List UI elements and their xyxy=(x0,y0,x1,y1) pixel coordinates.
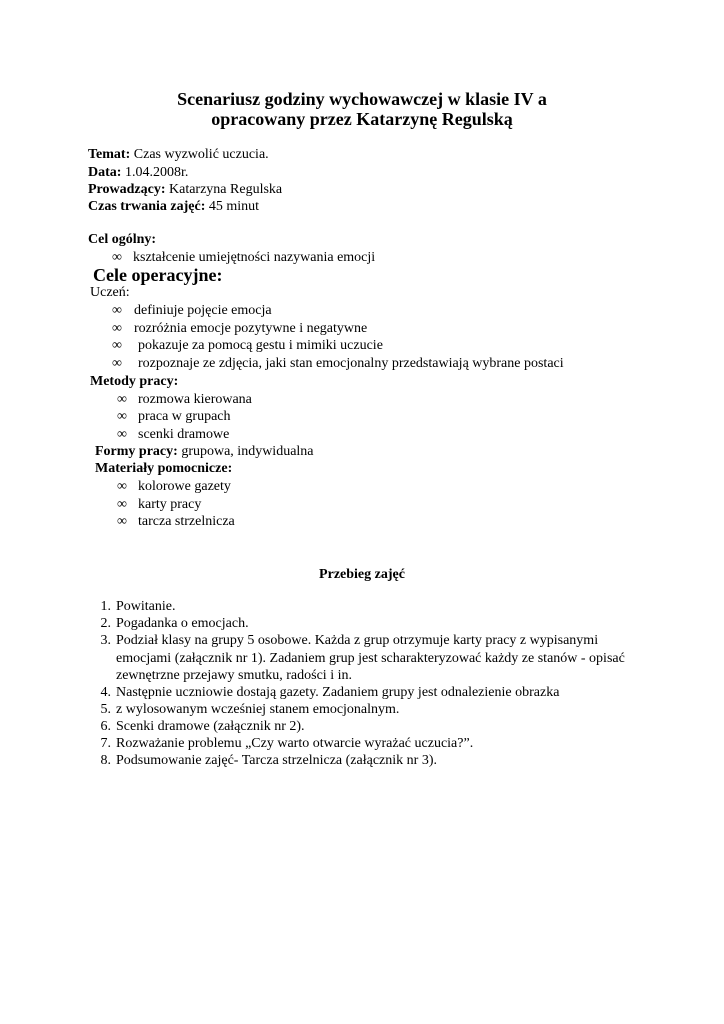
infinity-bullet-icon: ∞ xyxy=(117,479,127,494)
meta-czas xyxy=(88,198,259,216)
numbered-item xyxy=(0,684,724,702)
metody-heading xyxy=(90,373,178,391)
item-text: Podsumowanie zajęć- Tarcza strzelnicza (załącznik nr 3). xyxy=(116,753,437,768)
numbered-item xyxy=(0,701,724,719)
cele-operacyjne-subheading: Uczeń: xyxy=(90,285,130,300)
meta-label: Data: xyxy=(88,165,122,180)
numbered-item xyxy=(0,632,724,686)
item-text: z wylosowanym wcześniej stanem emocjonalnym. xyxy=(116,702,400,717)
item-number: 3. xyxy=(100,633,111,648)
document-title-line-2: opracowany przez Katarzynę Regulską xyxy=(211,109,513,129)
infinity-bullet-icon: ∞ xyxy=(117,427,127,442)
cel-ogolny-heading-text: Cel ogólny: xyxy=(88,232,157,247)
formy-pracy xyxy=(95,443,314,461)
list-item xyxy=(112,355,592,373)
list-item xyxy=(117,513,417,531)
meta-value: 45 minut xyxy=(205,199,260,214)
meta-label: Temat: xyxy=(88,147,131,162)
infinity-bullet-icon: ∞ xyxy=(117,392,127,407)
meta-value: 1.04.2008r. xyxy=(121,165,189,180)
list-item-text: praca w grupach xyxy=(138,409,231,424)
metody-heading-text: Metody pracy: xyxy=(90,374,179,389)
item-number: 2. xyxy=(100,616,111,631)
przebieg-heading xyxy=(0,566,724,584)
formy-label: Formy pracy: xyxy=(95,444,178,459)
document-title-line-1: Scenariusz godziny wychowawczej w klasie IV a xyxy=(177,89,547,109)
numbered-item xyxy=(0,598,724,616)
infinity-bullet-icon: ∞ xyxy=(112,250,122,265)
list-item-text: karty pracy xyxy=(138,497,202,512)
item-text: Rozważanie problemu „Czy warto otwarcie wyrażać uczucia?”. xyxy=(116,736,474,751)
list-item xyxy=(112,302,412,320)
item-number: 7. xyxy=(100,736,111,751)
infinity-bullet-icon: ∞ xyxy=(112,321,122,336)
list-item xyxy=(117,426,417,444)
list-item-text: rozpoznaje ze zdjęcia, jaki stan emocjonalny przedstawiają wybrane postaci xyxy=(138,356,564,371)
numbered-item xyxy=(0,718,724,736)
list-item-text: kształcenie umiejętności nazywania emocji xyxy=(133,250,376,265)
item-number: 8. xyxy=(100,753,111,768)
item-number: 4. xyxy=(100,685,111,700)
meta-value: Katarzyna Regulska xyxy=(165,182,283,197)
list-item xyxy=(117,391,417,409)
list-item xyxy=(112,320,412,338)
infinity-bullet-icon: ∞ xyxy=(112,356,122,371)
infinity-bullet-icon: ∞ xyxy=(117,514,127,529)
numbered-item xyxy=(0,735,724,753)
list-item xyxy=(117,408,417,426)
meta-value: Czas wyzwolić uczucia. xyxy=(130,147,269,162)
list-item-text: tarcza strzelnicza xyxy=(138,514,235,529)
formy-value: grupowa, indywidualna xyxy=(177,444,314,459)
item-text: Pogadanka o emocjach. xyxy=(116,616,249,631)
item-text: Podział klasy na grupy 5 osobowe. Każda z grup otrzymuje karty pracy z wypisanymi emocjami (załącznik nr 1). Zadaniem grup jest scharakteryzować każdy ze stanów - opisać zewnętrzne przejawy smutku, radości i in. xyxy=(116,633,625,683)
meta-label: Prowadzący: xyxy=(88,182,166,197)
infinity-bullet-icon: ∞ xyxy=(112,338,122,353)
materialy-heading xyxy=(95,460,232,478)
item-number: 6. xyxy=(100,719,111,734)
infinity-bullet-icon: ∞ xyxy=(117,497,127,512)
item-number: 5. xyxy=(100,702,111,717)
list-item-text: scenki dramowe xyxy=(138,427,230,442)
list-item-text: definiuje pojęcie emocja xyxy=(134,303,272,318)
list-item xyxy=(117,496,417,514)
item-number: 1. xyxy=(100,599,111,614)
infinity-bullet-icon: ∞ xyxy=(112,303,122,318)
meta-data xyxy=(88,164,188,182)
item-text: Powitanie. xyxy=(116,599,176,614)
meta-prowadzacy xyxy=(88,181,282,199)
numbered-item xyxy=(0,615,724,633)
list-item xyxy=(117,478,417,496)
cel-ogolny-heading xyxy=(88,231,156,249)
list-item-text: rozmowa kierowana xyxy=(138,392,252,407)
numbered-item xyxy=(0,752,724,770)
list-item-text: rozróżnia emocje pozytywne i negatywne xyxy=(134,321,368,336)
item-text: Następnie uczniowie dostają gazety. Zadaniem grupy jest odnalezienie obrazka xyxy=(116,685,560,700)
materialy-heading-text: Materiały pomocnicze: xyxy=(95,461,233,476)
meta-label: Czas trwania zajęć: xyxy=(88,199,206,214)
list-item xyxy=(112,337,412,355)
cele-operacyjne-heading: Cele operacyjne: xyxy=(93,265,223,285)
przebieg-heading-text: Przebieg zajęć xyxy=(319,567,405,582)
infinity-bullet-icon: ∞ xyxy=(117,409,127,424)
list-item-text: pokazuje za pomocą gestu i mimiki uczucie xyxy=(138,338,383,353)
item-text: Scenki dramowe (załącznik nr 2). xyxy=(116,719,305,734)
meta-temat xyxy=(88,146,269,164)
list-item-text: kolorowe gazety xyxy=(138,479,231,494)
